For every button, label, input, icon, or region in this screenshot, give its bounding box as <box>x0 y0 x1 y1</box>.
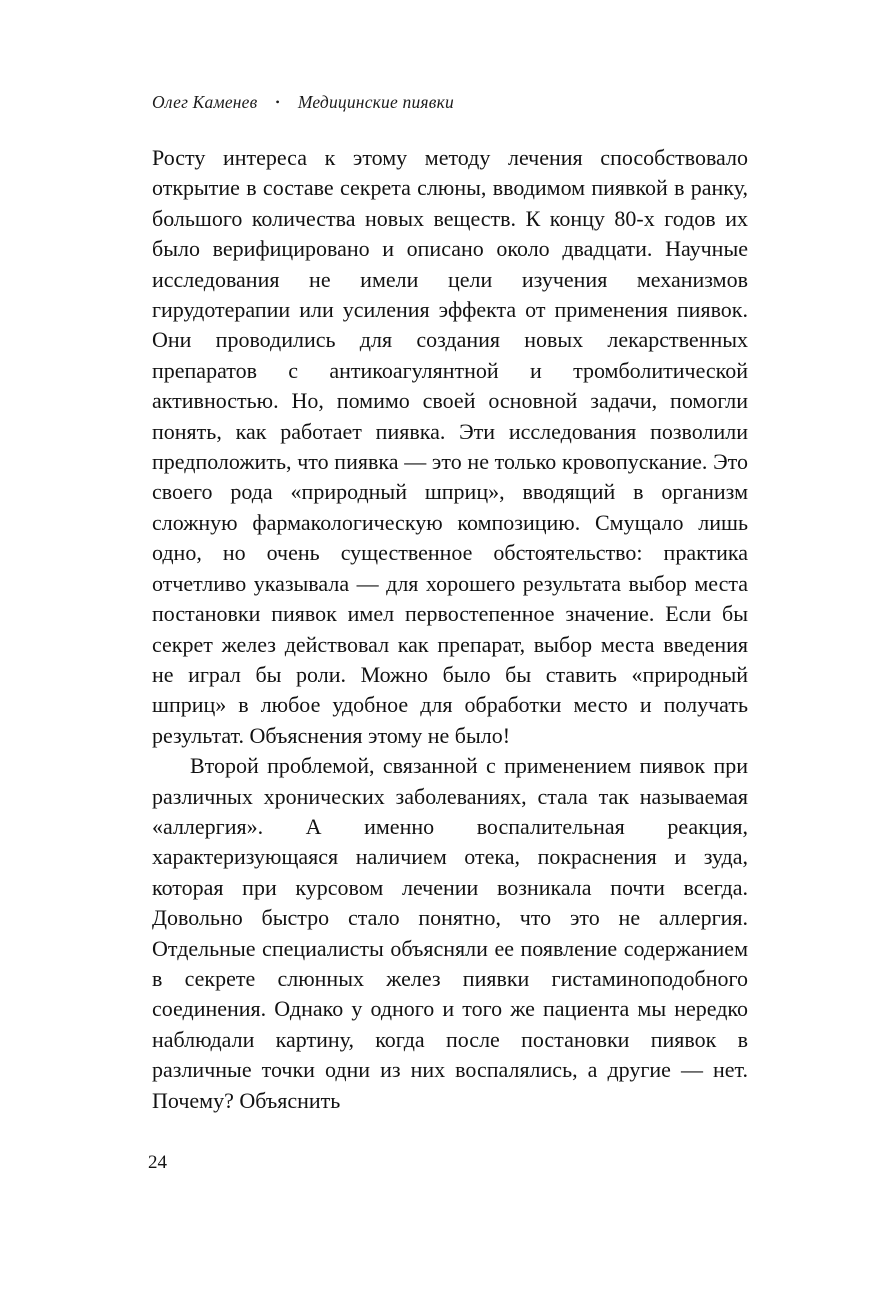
paragraph-2: Второй проблемой, связанной с применением пиявок при различных хронических заболеваниях, стала так называемая «аллергия». А именно воспалительная реакция, характеризующаяся наличием отека, покраснения и зуда, которая при курсовом лечении возникала почти всегда. Довольно быстро стало понятно, что это не аллергия. Отдельные специалисты объясняли ее появление содержанием в секрете слюнных желез пиявки гистаминоподобного соединения. Однако у одного и того же пациента мы нередко наблюдали картину, когда после постановки пиявок в различные точки одни из них воспалялись, а другие — нет. Почему? Объяснить <box>152 753 748 1113</box>
separator-bullet-icon: • <box>275 95 280 109</box>
body-text <box>152 143 748 1116</box>
page-footer <box>148 1152 167 1174</box>
book-title: Медицинские пиявки <box>297 92 454 112</box>
paragraph-1: Росту интереса к этому методу лечения способствовало открытие в составе секрета слюны, вводимом пиявкой в ранку, большого количества новых веществ. К концу 80-х годов их было верифицировано и описано около двадцати. Научные исследования не имели цели изучения механизмов гирудотерапии или усиления эффекта от применения пиявок. Они проводились для создания новых лекарственных препаратов с антикоагулянтной и тромболитической активностью. Но, помимо своей основной задачи, помогли понять, как работает пиявка. Эти исследования позволили предположить, что пиявка — это не только кровопускание. Это своего рода «природный шприц», вводящий в организм сложную фармакологическую композицию. Смущало лишь одно, но очень существенное обстоятельство: практика отчетливо указывала — для хорошего результата выбор места постановки пиявок имел первостепенное значение. Если бы секрет желез действовал как препарат, выбор места введения не играл бы роли. Можно было бы ставить «природный шприц» в любое удобное для обработки место и получать результат. Объяснения этому не было! <box>152 145 748 748</box>
author-name: Олег Каменев <box>152 92 258 112</box>
page-number: 24 <box>148 1152 167 1173</box>
running-header <box>152 92 748 113</box>
